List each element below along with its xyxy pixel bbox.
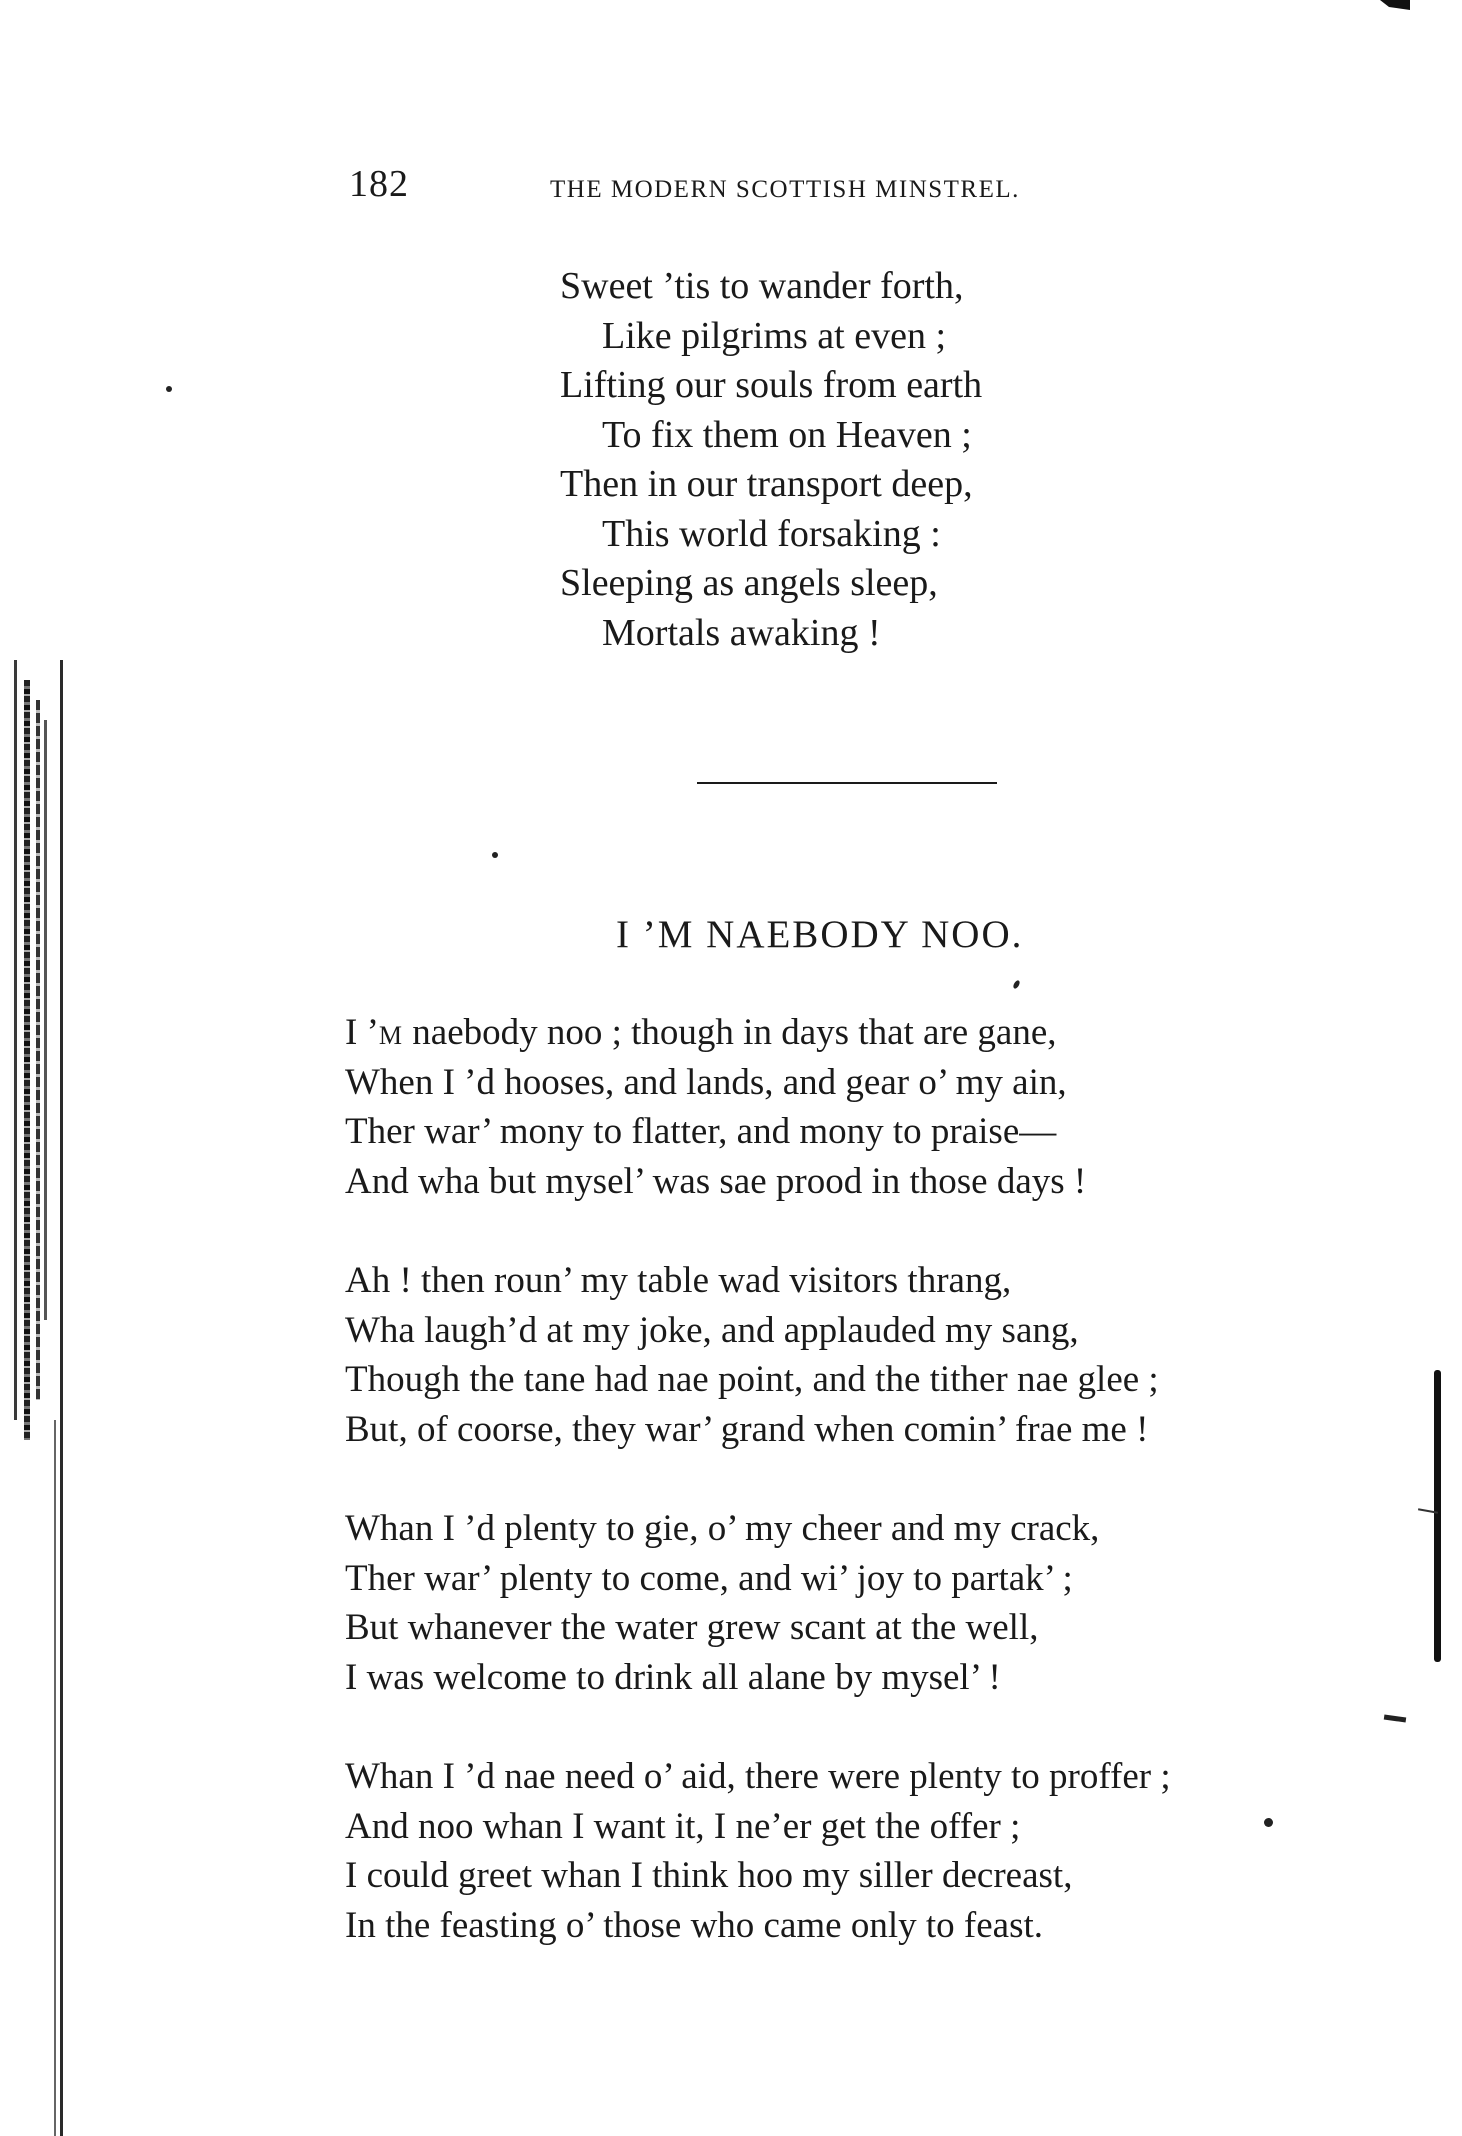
ink-speck bbox=[492, 852, 498, 858]
verse-line bbox=[345, 1008, 1086, 1058]
verse-line: Like pilgrims at even ; bbox=[602, 314, 947, 357]
verse-line: Mortals awaking ! bbox=[602, 611, 881, 654]
verse-line: In the feasting o’ those who came only to feast. bbox=[345, 1904, 1043, 1946]
verse-line: Wha laugh’d at my joke, and applauded my sang, bbox=[345, 1309, 1079, 1351]
closing-stanza bbox=[560, 262, 982, 658]
verse-line: And wha but mysel’ was sae prood in those days ! bbox=[345, 1160, 1087, 1202]
verse-line: And noo whan I want it, I ne’er get the offer ; bbox=[345, 1805, 1021, 1847]
margin-ink-dash bbox=[1384, 1714, 1406, 1722]
binding-edge bbox=[14, 660, 62, 2136]
poem-stanza-4 bbox=[345, 1752, 1171, 1950]
verse-line: But, of coorse, they war’ grand when comin’ frae me ! bbox=[345, 1408, 1149, 1450]
verse-line: Lifting our souls from earth bbox=[560, 364, 983, 406]
poem-stanza-2 bbox=[345, 1256, 1159, 1454]
page-header bbox=[349, 162, 1149, 212]
poem-stanza-1 bbox=[345, 1008, 1086, 1206]
verse-line: Ther war’ mony to flatter, and mony to praise— bbox=[345, 1111, 1057, 1152]
verse-line: I could greet whan I think hoo my siller decreast, bbox=[345, 1855, 1073, 1896]
page-corner-mark bbox=[1380, 0, 1410, 10]
verse-line: Though the tane had nae point, and the tither nae glee ; bbox=[345, 1359, 1159, 1400]
verse-line: Then in our transport deep, bbox=[560, 463, 973, 505]
verse-line: But whanever the water grew scant at the well, bbox=[345, 1607, 1039, 1648]
verse-line: This world forsaking : bbox=[602, 512, 941, 555]
poem-title: I ’M NAEBODY NOO. bbox=[616, 913, 1024, 956]
verse-line: When I ’d hooses, and lands, and gear o’ my ain, bbox=[345, 1061, 1067, 1103]
section-divider bbox=[697, 782, 997, 784]
page-number: 182 bbox=[349, 163, 409, 205]
verse-line-rest: naebody noo ; though in days that are gane, bbox=[403, 1012, 1057, 1053]
verse-line: To fix them on Heaven ; bbox=[602, 413, 972, 456]
verse-line: Ther war’ plenty to come, and wi’ joy to partak’ ; bbox=[345, 1557, 1073, 1599]
margin-ink-bar bbox=[1434, 1370, 1441, 1662]
verse-line: Sleeping as angels sleep, bbox=[560, 562, 938, 604]
verse-line: I was welcome to drink all alane by mysel’ ! bbox=[345, 1656, 1001, 1698]
verse-line: Sweet ’tis to wander forth, bbox=[560, 265, 964, 307]
poem-stanza-3 bbox=[345, 1504, 1099, 1702]
verse-line: Whan I ’d nae need o’ aid, there were plenty to proffer ; bbox=[345, 1756, 1171, 1797]
running-head: THE MODERN SCOTTISH MINSTREL. bbox=[550, 176, 1020, 203]
ink-speck bbox=[1264, 1818, 1273, 1827]
verse-line: Ah ! then roun’ my table wad visitors thrang, bbox=[345, 1260, 1012, 1301]
first-word-smallcap: M bbox=[378, 1021, 404, 1050]
ink-speck bbox=[166, 386, 172, 392]
verse-line: Whan I ’d plenty to gie, o’ my cheer and my crack, bbox=[345, 1508, 1100, 1549]
first-word-start: I ’ bbox=[345, 1012, 379, 1053]
ink-speck bbox=[1012, 979, 1021, 989]
